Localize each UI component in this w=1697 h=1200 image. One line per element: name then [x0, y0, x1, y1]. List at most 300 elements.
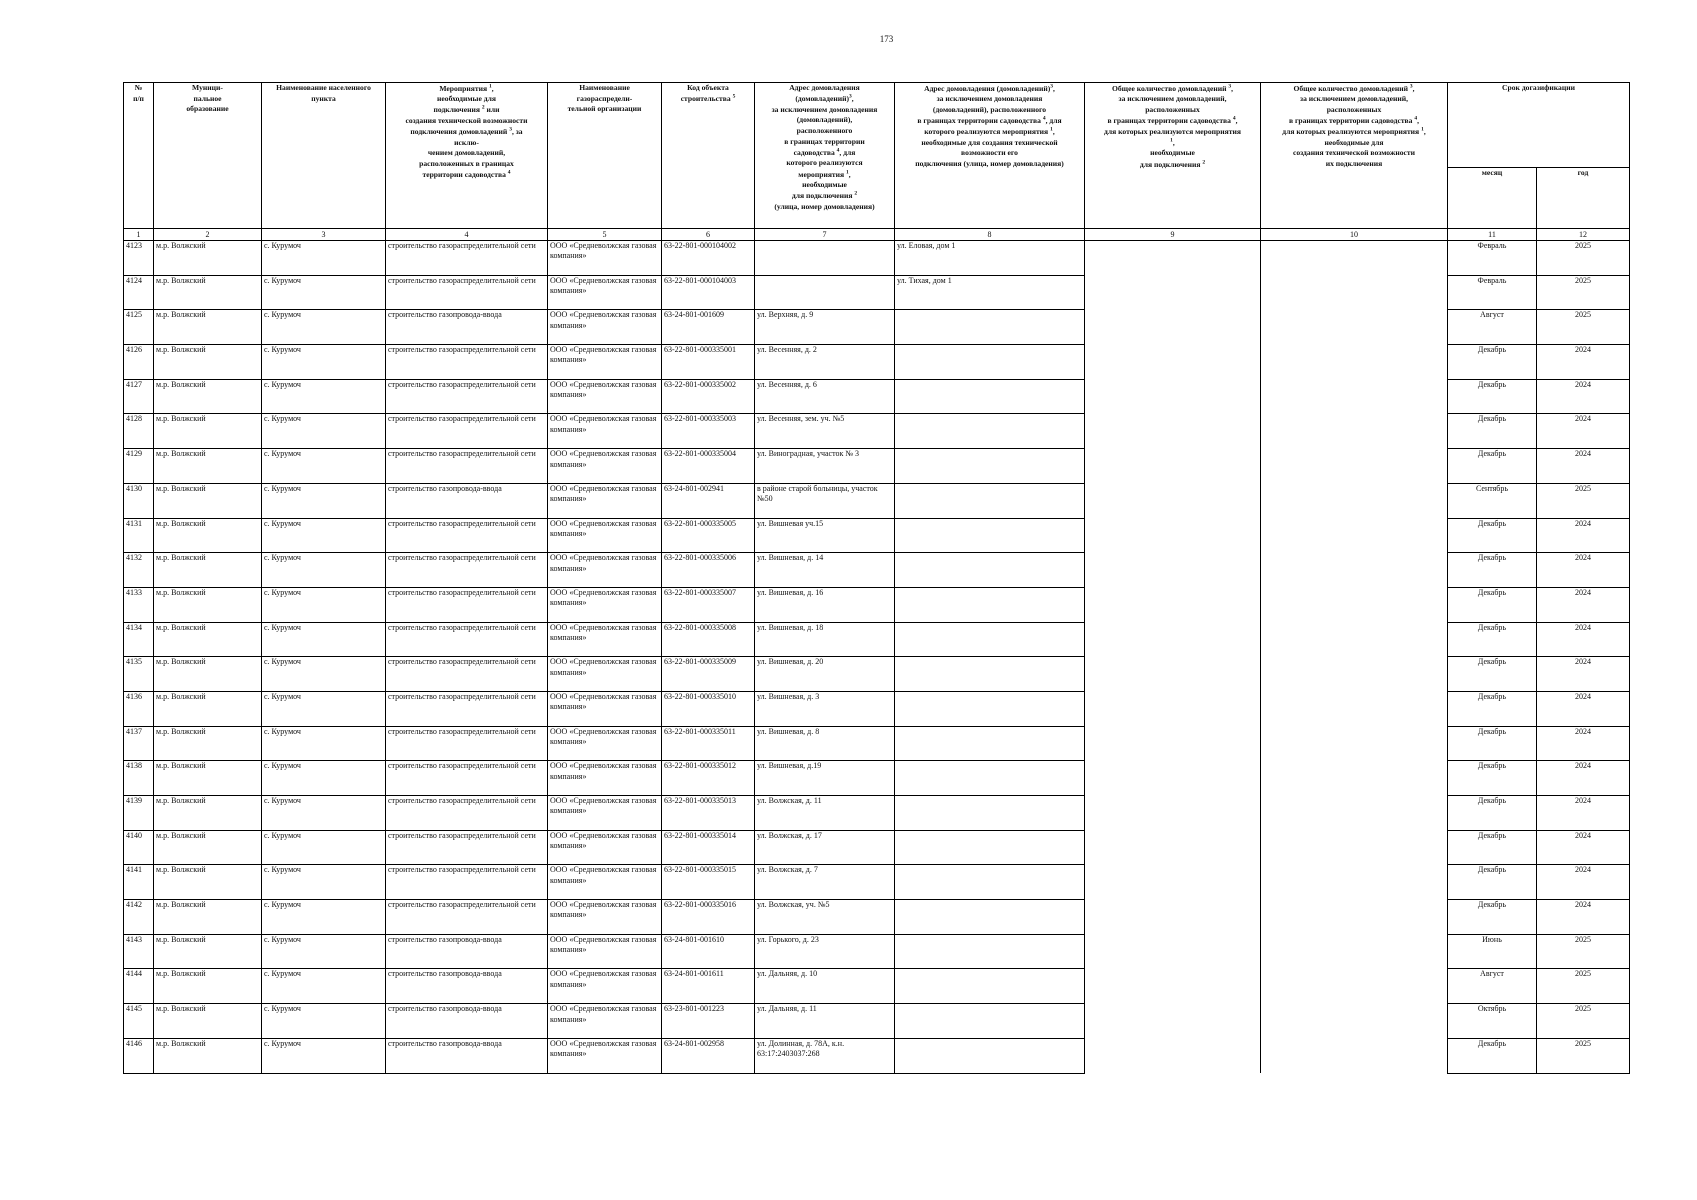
month-cell: Декабрь: [1448, 414, 1537, 449]
address-connection-cell: ул. Волжская, уч. №5: [755, 900, 895, 935]
address-technical-cell: ул. Тихая, дом 1: [895, 275, 1085, 310]
year-cell: 2024: [1537, 691, 1630, 726]
year-cell: 2024: [1537, 830, 1630, 865]
count-connection-cell: [1085, 1004, 1261, 1039]
count-technical-cell: [1261, 414, 1448, 449]
settlement-cell: с. Курумоч: [262, 691, 386, 726]
month-cell: Декабрь: [1448, 379, 1537, 414]
organization-cell: ООО «Средневолжская газовая компания»: [548, 1038, 662, 1073]
row-number: 4125: [124, 310, 154, 345]
row-number: 4146: [124, 1038, 154, 1073]
event-cell: строительство газораспределительной сети: [386, 275, 548, 310]
count-technical-cell: [1261, 761, 1448, 796]
month-cell: Август: [1448, 969, 1537, 1004]
municipality-cell: м.р. Волжский: [154, 1004, 262, 1039]
event-cell: строительство газораспределительной сети: [386, 379, 548, 414]
organization-cell: ООО «Средневолжская газовая компания»: [548, 691, 662, 726]
count-connection-cell: [1085, 622, 1261, 657]
row-number: 4142: [124, 900, 154, 935]
object-code-cell: 63-22-801-000335001: [662, 345, 755, 380]
address-technical-cell: [895, 622, 1085, 657]
year-cell: 2024: [1537, 726, 1630, 761]
count-technical-cell: [1261, 379, 1448, 414]
object-code-cell: 63-24-801-001610: [662, 934, 755, 969]
month-cell: Декабрь: [1448, 449, 1537, 484]
count-technical-cell: [1261, 865, 1448, 900]
month-cell: Декабрь: [1448, 587, 1537, 622]
organization-cell: ООО «Средневолжская газовая компания»: [548, 622, 662, 657]
object-code-cell: 63-22-801-000335005: [662, 518, 755, 553]
address-connection-cell: ул. Виноградная, участок № 3: [755, 449, 895, 484]
count-technical-cell: [1261, 726, 1448, 761]
count-technical-cell: [1261, 310, 1448, 345]
count-connection-cell: [1085, 483, 1261, 518]
event-cell: строительство газораспределительной сети: [386, 345, 548, 380]
year-cell: 2025: [1537, 275, 1630, 310]
organization-cell: ООО «Средневолжская газовая компания»: [548, 553, 662, 588]
organization-cell: ООО «Средневолжская газовая компания»: [548, 1004, 662, 1039]
count-technical-cell: [1261, 691, 1448, 726]
table-row: [124, 726, 1630, 761]
count-technical-cell: [1261, 796, 1448, 831]
settlement-cell: с. Курумоч: [262, 934, 386, 969]
count-connection-cell: [1085, 900, 1261, 935]
table-row: [124, 900, 1630, 935]
column-number: 5: [548, 229, 662, 241]
table-row: [124, 414, 1630, 449]
count-connection-cell: [1085, 1038, 1261, 1073]
address-technical-cell: [895, 796, 1085, 831]
table-row: [124, 830, 1630, 865]
organization-cell: ООО «Средневолжская газовая компания»: [548, 449, 662, 484]
year-cell: 2024: [1537, 553, 1630, 588]
event-cell: строительство газораспределительной сети: [386, 553, 548, 588]
organization-cell: ООО «Средневолжская газовая компания»: [548, 379, 662, 414]
count-connection-cell: [1085, 310, 1261, 345]
address-connection-cell: ул. Вишневая, д. 16: [755, 587, 895, 622]
gasification-table: [123, 82, 1630, 1074]
count-connection-cell: [1085, 691, 1261, 726]
address-technical-cell: [895, 1038, 1085, 1073]
table-body: [124, 241, 1630, 1074]
object-code-cell: 63-24-801-002958: [662, 1038, 755, 1073]
organization-cell: ООО «Средневолжская газовая компания»: [548, 865, 662, 900]
year-cell: 2025: [1537, 934, 1630, 969]
count-connection-cell: [1085, 969, 1261, 1004]
year-cell: 2024: [1537, 900, 1630, 935]
table-row: [124, 1038, 1630, 1073]
row-number: 4133: [124, 587, 154, 622]
municipality-cell: м.р. Волжский: [154, 587, 262, 622]
object-code-cell: 63-22-801-000335006: [662, 553, 755, 588]
count-connection-cell: [1085, 934, 1261, 969]
organization-cell: ООО «Средневолжская газовая компания»: [548, 934, 662, 969]
address-technical-cell: [895, 865, 1085, 900]
month-cell: Декабрь: [1448, 657, 1537, 692]
count-connection-cell: [1085, 449, 1261, 484]
event-cell: строительство газопровода-ввода: [386, 483, 548, 518]
municipality-cell: м.р. Волжский: [154, 518, 262, 553]
settlement-cell: с. Курумоч: [262, 345, 386, 380]
year-cell: 2024: [1537, 587, 1630, 622]
event-cell: строительство газораспределительной сети: [386, 830, 548, 865]
count-connection-cell: [1085, 518, 1261, 553]
table-row: [124, 345, 1630, 380]
municipality-cell: м.р. Волжский: [154, 900, 262, 935]
count-technical-cell: [1261, 449, 1448, 484]
address-technical-cell: [895, 934, 1085, 969]
organization-cell: ООО «Средневолжская газовая компания»: [548, 587, 662, 622]
address-technical-cell: [895, 969, 1085, 1004]
municipality-cell: м.р. Волжский: [154, 449, 262, 484]
column-number: 7: [755, 229, 895, 241]
address-technical-cell: [895, 553, 1085, 588]
header-number: № п/п: [124, 83, 154, 229]
count-technical-cell: [1261, 345, 1448, 380]
settlement-cell: с. Курумоч: [262, 518, 386, 553]
address-connection-cell: ул. Вишневая, д. 20: [755, 657, 895, 692]
address-connection-cell: ул. Вишневая, д. 18: [755, 622, 895, 657]
year-cell: 2024: [1537, 865, 1630, 900]
address-connection-cell: ул. Вишневая, д. 8: [755, 726, 895, 761]
count-technical-cell: [1261, 587, 1448, 622]
column-number: 4: [386, 229, 548, 241]
header-count-technical: Общее количество домовладений $^3$, за исключением домовладений, расположенных в границах территории садоводства $^4$, для которых реализуются мероприятия $^1$, необходимые для создания технической возможности их подключения: [1261, 83, 1448, 229]
object-code-cell: 63-22-801-000104003: [662, 275, 755, 310]
municipality-cell: м.р. Волжский: [154, 310, 262, 345]
address-connection-cell: ул. Вишневая уч.15: [755, 518, 895, 553]
municipality-cell: м.р. Волжский: [154, 345, 262, 380]
settlement-cell: с. Курумоч: [262, 1004, 386, 1039]
event-cell: строительство газопровода-ввода: [386, 934, 548, 969]
municipality-cell: м.р. Волжский: [154, 379, 262, 414]
month-cell: Декабрь: [1448, 1038, 1537, 1073]
settlement-cell: с. Курумоч: [262, 587, 386, 622]
month-cell: Июнь: [1448, 934, 1537, 969]
year-cell: 2024: [1537, 379, 1630, 414]
address-technical-cell: [895, 345, 1085, 380]
table-row: [124, 310, 1630, 345]
row-number: 4124: [124, 275, 154, 310]
month-cell: Декабрь: [1448, 345, 1537, 380]
count-technical-cell: [1261, 622, 1448, 657]
event-cell: строительство газораспределительной сети: [386, 796, 548, 831]
count-technical-cell: [1261, 241, 1448, 276]
municipality-cell: м.р. Волжский: [154, 483, 262, 518]
address-connection-cell: ул. Вишневая, д. 14: [755, 553, 895, 588]
month-cell: Сентябрь: [1448, 483, 1537, 518]
year-cell: 2024: [1537, 761, 1630, 796]
object-code-cell: 63-22-801-000335011: [662, 726, 755, 761]
event-cell: строительство газораспределительной сети: [386, 241, 548, 276]
count-technical-cell: [1261, 518, 1448, 553]
year-cell: 2025: [1537, 1004, 1630, 1039]
municipality-cell: м.р. Волжский: [154, 865, 262, 900]
event-cell: строительство газораспределительной сети: [386, 657, 548, 692]
year-cell: 2025: [1537, 310, 1630, 345]
settlement-cell: с. Курумоч: [262, 969, 386, 1004]
municipality-cell: м.р. Волжский: [154, 414, 262, 449]
count-connection-cell: [1085, 587, 1261, 622]
organization-cell: ООО «Средневолжская газовая компания»: [548, 796, 662, 831]
header-address-technical: Адрес домовладения (домовладений)$^3$, за исключением домовладения (домовладений), расположенного в границах территории садоводства $^4$, для которого реализуются мероприятия $^1$, необходимые для создания технической возможности его подключения (улица, номер домовладения): [895, 83, 1085, 229]
object-code-cell: 63-22-801-000335010: [662, 691, 755, 726]
event-cell: строительство газораспределительной сети: [386, 587, 548, 622]
count-technical-cell: [1261, 275, 1448, 310]
year-cell: 2025: [1537, 241, 1630, 276]
organization-cell: ООО «Средневолжская газовая компания»: [548, 830, 662, 865]
municipality-cell: м.р. Волжский: [154, 969, 262, 1004]
event-cell: строительство газораспределительной сети: [386, 518, 548, 553]
table-row: [124, 483, 1630, 518]
column-number: 8: [895, 229, 1085, 241]
table-row: [124, 865, 1630, 900]
organization-cell: ООО «Средневолжская газовая компания»: [548, 969, 662, 1004]
year-cell: 2025: [1537, 1038, 1630, 1073]
settlement-cell: с. Курумоч: [262, 726, 386, 761]
event-cell: строительство газораспределительной сети: [386, 865, 548, 900]
address-connection-cell: ул. Вишневая, д. 3: [755, 691, 895, 726]
column-number: 11: [1448, 229, 1537, 241]
table-row: [124, 553, 1630, 588]
organization-cell: ООО «Средневолжская газовая компания»: [548, 310, 662, 345]
count-technical-cell: [1261, 553, 1448, 588]
object-code-cell: 63-22-801-000335012: [662, 761, 755, 796]
municipality-cell: м.р. Волжский: [154, 275, 262, 310]
municipality-cell: м.р. Волжский: [154, 241, 262, 276]
address-connection-cell: ул. Вишневая, д.19: [755, 761, 895, 796]
row-number: 4143: [124, 934, 154, 969]
municipality-cell: м.р. Волжский: [154, 657, 262, 692]
table-row: [124, 657, 1630, 692]
column-number: 1: [124, 229, 154, 241]
event-cell: строительство газопровода-ввода: [386, 310, 548, 345]
object-code-cell: 63-22-801-000335014: [662, 830, 755, 865]
count-technical-cell: [1261, 934, 1448, 969]
settlement-cell: с. Курумоч: [262, 622, 386, 657]
address-technical-cell: [895, 379, 1085, 414]
month-cell: Декабрь: [1448, 726, 1537, 761]
row-number: 4138: [124, 761, 154, 796]
count-connection-cell: [1085, 345, 1261, 380]
row-number: 4136: [124, 691, 154, 726]
municipality-cell: м.р. Волжский: [154, 553, 262, 588]
event-cell: строительство газораспределительной сети: [386, 691, 548, 726]
row-number: 4141: [124, 865, 154, 900]
address-connection-cell: ул. Весенняя, зем. уч. №5: [755, 414, 895, 449]
event-cell: строительство газораспределительной сети: [386, 726, 548, 761]
year-cell: 2025: [1537, 969, 1630, 1004]
object-code-cell: 63-22-801-000335003: [662, 414, 755, 449]
address-connection-cell: [755, 241, 895, 276]
row-number: 4139: [124, 796, 154, 831]
address-connection-cell: ул. Горького, д. 23: [755, 934, 895, 969]
month-cell: Декабрь: [1448, 796, 1537, 831]
row-number: 4123: [124, 241, 154, 276]
organization-cell: ООО «Средневолжская газовая компания»: [548, 241, 662, 276]
organization-cell: ООО «Средневолжская газовая компания»: [548, 726, 662, 761]
address-technical-cell: [895, 657, 1085, 692]
month-cell: Август: [1448, 310, 1537, 345]
month-cell: Декабрь: [1448, 518, 1537, 553]
event-cell: строительство газораспределительной сети: [386, 449, 548, 484]
header-settlement: Наименование населенного пункта: [262, 83, 386, 229]
address-connection-cell: ул. Дальняя, д. 11: [755, 1004, 895, 1039]
municipality-cell: м.р. Волжский: [154, 796, 262, 831]
municipality-cell: м.р. Волжский: [154, 691, 262, 726]
count-connection-cell: [1085, 414, 1261, 449]
count-connection-cell: [1085, 275, 1261, 310]
address-connection-cell: ул. Волжская, д. 17: [755, 830, 895, 865]
municipality-cell: м.р. Волжский: [154, 761, 262, 796]
count-connection-cell: [1085, 865, 1261, 900]
settlement-cell: с. Курумоч: [262, 241, 386, 276]
year-cell: 2024: [1537, 345, 1630, 380]
table-row: [124, 379, 1630, 414]
organization-cell: ООО «Средневолжская газовая компания»: [548, 761, 662, 796]
count-technical-cell: [1261, 483, 1448, 518]
header-address-connection: Адрес домовладения (домовладений)$^3$, за исключением домовладения (домовладений), расположенного в границах территории садоводства $^4$, для которого реализуются мероприятия $^1$, необходимые для подключения $^2$ (улица, номер домовладения): [755, 83, 895, 229]
row-number: 4126: [124, 345, 154, 380]
object-code-cell: 63-22-801-000104002: [662, 241, 755, 276]
row-number: 4137: [124, 726, 154, 761]
event-cell: строительство газопровода-ввода: [386, 969, 548, 1004]
address-technical-cell: [895, 761, 1085, 796]
count-technical-cell: [1261, 1004, 1448, 1039]
month-cell: Декабрь: [1448, 761, 1537, 796]
row-number: 4135: [124, 657, 154, 692]
row-number: 4129: [124, 449, 154, 484]
column-number: 12: [1537, 229, 1630, 241]
address-connection-cell: ул. Весенняя, д. 2: [755, 345, 895, 380]
address-technical-cell: [895, 449, 1085, 484]
row-number: 4130: [124, 483, 154, 518]
table-row: [124, 691, 1630, 726]
row-number: 4140: [124, 830, 154, 865]
municipality-cell: м.р. Волжский: [154, 830, 262, 865]
address-connection-cell: ул. Волжская, д. 11: [755, 796, 895, 831]
header-object-code: Код объекта строительства $^5$: [662, 83, 755, 229]
settlement-cell: с. Курумоч: [262, 1038, 386, 1073]
settlement-cell: с. Курумоч: [262, 657, 386, 692]
municipality-cell: м.р. Волжский: [154, 726, 262, 761]
column-number: 2: [154, 229, 262, 241]
table-row: [124, 449, 1630, 484]
header-municipality: Муници- пальное образование: [154, 83, 262, 229]
settlement-cell: с. Курумоч: [262, 414, 386, 449]
address-technical-cell: [895, 691, 1085, 726]
organization-cell: ООО «Средневолжская газовая компания»: [548, 518, 662, 553]
event-cell: строительство газораспределительной сети: [386, 622, 548, 657]
header-month: месяц: [1448, 168, 1537, 229]
address-technical-cell: [895, 483, 1085, 518]
address-technical-cell: [895, 830, 1085, 865]
count-connection-cell: [1085, 553, 1261, 588]
object-code-cell: 63-22-801-000335008: [662, 622, 755, 657]
address-technical-cell: [895, 900, 1085, 935]
row-number: 4144: [124, 969, 154, 1004]
month-cell: Декабрь: [1448, 830, 1537, 865]
settlement-cell: с. Курумоч: [262, 761, 386, 796]
count-connection-cell: [1085, 761, 1261, 796]
row-number: 4134: [124, 622, 154, 657]
settlement-cell: с. Курумоч: [262, 553, 386, 588]
column-numbers-row: [124, 229, 1630, 241]
object-code-cell: 63-22-801-000335013: [662, 796, 755, 831]
table-row: [124, 761, 1630, 796]
column-number: 9: [1085, 229, 1261, 241]
settlement-cell: с. Курумоч: [262, 449, 386, 484]
organization-cell: ООО «Средневолжская газовая компания»: [548, 900, 662, 935]
month-cell: Февраль: [1448, 275, 1537, 310]
header-organization: Наименование газораспредели- тельной организации: [548, 83, 662, 229]
settlement-cell: с. Курумоч: [262, 379, 386, 414]
address-technical-cell: [895, 310, 1085, 345]
address-technical-cell: [895, 1004, 1085, 1039]
table-row: [124, 622, 1630, 657]
row-number: 4132: [124, 553, 154, 588]
address-connection-cell: ул. Волжская, д. 7: [755, 865, 895, 900]
event-cell: строительство газораспределительной сети: [386, 761, 548, 796]
address-connection-cell: ул. Верхняя, д. 9: [755, 310, 895, 345]
month-cell: Февраль: [1448, 241, 1537, 276]
settlement-cell: с. Курумоч: [262, 900, 386, 935]
count-connection-cell: [1085, 726, 1261, 761]
table-row: [124, 1004, 1630, 1039]
address-technical-cell: [895, 587, 1085, 622]
year-cell: 2024: [1537, 657, 1630, 692]
address-connection-cell: ул. Дальняя, д. 10: [755, 969, 895, 1004]
month-cell: Декабрь: [1448, 900, 1537, 935]
object-code-cell: 63-22-801-000335002: [662, 379, 755, 414]
object-code-cell: 63-22-801-000335004: [662, 449, 755, 484]
count-technical-cell: [1261, 900, 1448, 935]
count-technical-cell: [1261, 969, 1448, 1004]
row-number: 4131: [124, 518, 154, 553]
count-connection-cell: [1085, 379, 1261, 414]
column-number: 3: [262, 229, 386, 241]
table-row: [124, 969, 1630, 1004]
page-number: 173: [879, 34, 894, 44]
count-technical-cell: [1261, 657, 1448, 692]
header-year: год: [1537, 168, 1630, 229]
municipality-cell: м.р. Волжский: [154, 622, 262, 657]
row-number: 4128: [124, 414, 154, 449]
month-cell: Октябрь: [1448, 1004, 1537, 1039]
settlement-cell: с. Курумоч: [262, 796, 386, 831]
address-technical-cell: [895, 518, 1085, 553]
address-connection-cell: [755, 275, 895, 310]
column-number: 10: [1261, 229, 1448, 241]
settlement-cell: с. Курумоч: [262, 310, 386, 345]
object-code-cell: 63-24-801-001611: [662, 969, 755, 1004]
organization-cell: ООО «Средневолжская газовая компания»: [548, 414, 662, 449]
object-code-cell: 63-22-801-000335009: [662, 657, 755, 692]
month-cell: Декабрь: [1448, 865, 1537, 900]
settlement-cell: с. Курумоч: [262, 865, 386, 900]
year-cell: 2024: [1537, 518, 1630, 553]
object-code-cell: 63-22-801-000335015: [662, 865, 755, 900]
organization-cell: ООО «Средневолжская газовая компания»: [548, 483, 662, 518]
object-code-cell: 63-22-801-000335007: [662, 587, 755, 622]
event-cell: строительство газораспределительной сети: [386, 414, 548, 449]
object-code-cell: 63-23-801-001223: [662, 1004, 755, 1039]
year-cell: 2025: [1537, 483, 1630, 518]
count-technical-cell: [1261, 830, 1448, 865]
object-code-cell: 63-24-801-001609: [662, 310, 755, 345]
organization-cell: ООО «Средневолжская газовая компания»: [548, 345, 662, 380]
event-cell: строительство газораспределительной сети: [386, 900, 548, 935]
